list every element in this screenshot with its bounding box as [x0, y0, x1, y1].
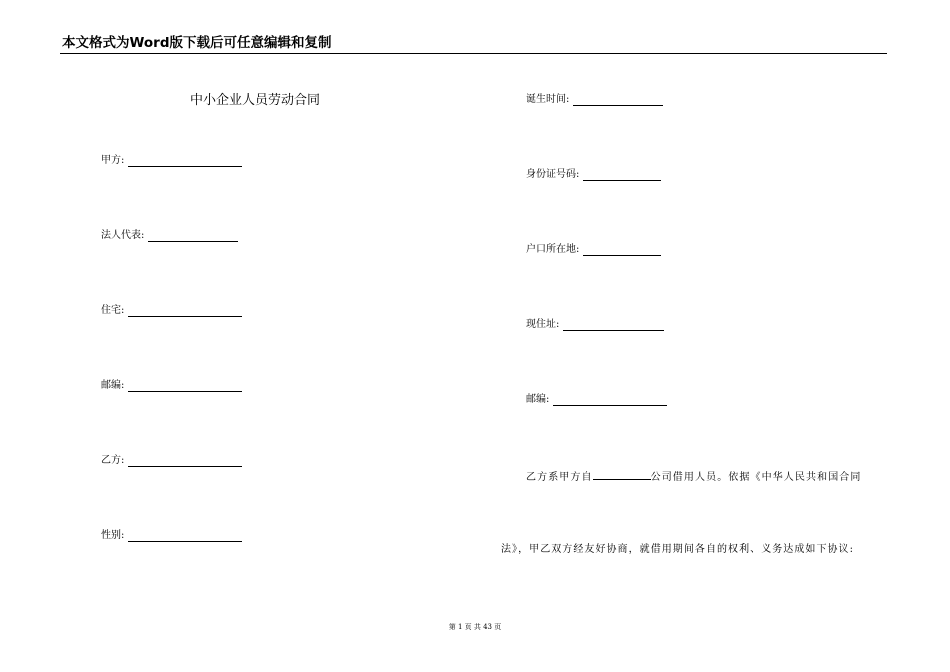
fill-in-blank [583, 244, 661, 256]
field-gender [101, 530, 242, 542]
field-label: 性别: [101, 530, 125, 541]
field-party-a [101, 155, 242, 167]
field-label: 诞生时间: [526, 94, 570, 105]
page-footer: 第 1 页 共 43 页 [448, 623, 502, 631]
fill-in-blank [553, 394, 667, 406]
paragraph-line-1 [526, 469, 862, 484]
fill-in-blank [583, 169, 661, 181]
fill-in-blank [128, 305, 242, 317]
field-label: 户口所在地: [526, 244, 580, 255]
field-label: 住宅: [101, 305, 125, 316]
field-label: 现住址: [526, 319, 560, 330]
field-postcode-a [101, 380, 242, 392]
fill-in-blank [563, 319, 664, 331]
header-banner: 本文格式为Word版下载后可任意编辑和复制 [62, 35, 332, 51]
paragraph-text: 乙方系甲方自 [526, 472, 593, 483]
field-label: 邮编: [526, 394, 550, 405]
paragraph-text: 公司借用人员。依据《中华人民共和国合同 [650, 472, 862, 483]
field-birth-date [526, 94, 663, 106]
fill-in-blank [128, 530, 242, 542]
field-label: 邮编: [101, 380, 125, 391]
field-party-b [101, 455, 242, 467]
field-household-registration [526, 244, 661, 256]
document-title: 中小企业人员劳动合同 [190, 93, 321, 108]
field-residence [101, 305, 242, 317]
fill-in-blank [148, 230, 238, 242]
fill-in-blank [128, 155, 242, 167]
fill-in-blank [128, 455, 242, 467]
paragraph-line-2: 法》，甲乙双方经友好协商，就借用期间各自的权利、义务达成如下协议: [501, 544, 855, 555]
field-postcode-b [526, 394, 667, 406]
header-divider [60, 53, 887, 54]
fill-in-blank [593, 469, 651, 480]
field-label: 乙方: [101, 455, 125, 466]
field-current-address [526, 319, 664, 331]
field-legal-representative [101, 230, 238, 242]
field-label: 法人代表: [101, 230, 145, 241]
field-label: 身份证号码: [526, 169, 580, 180]
field-id-number [526, 169, 661, 181]
fill-in-blank [128, 380, 242, 392]
fill-in-blank [573, 94, 663, 106]
field-label: 甲方: [101, 155, 125, 166]
